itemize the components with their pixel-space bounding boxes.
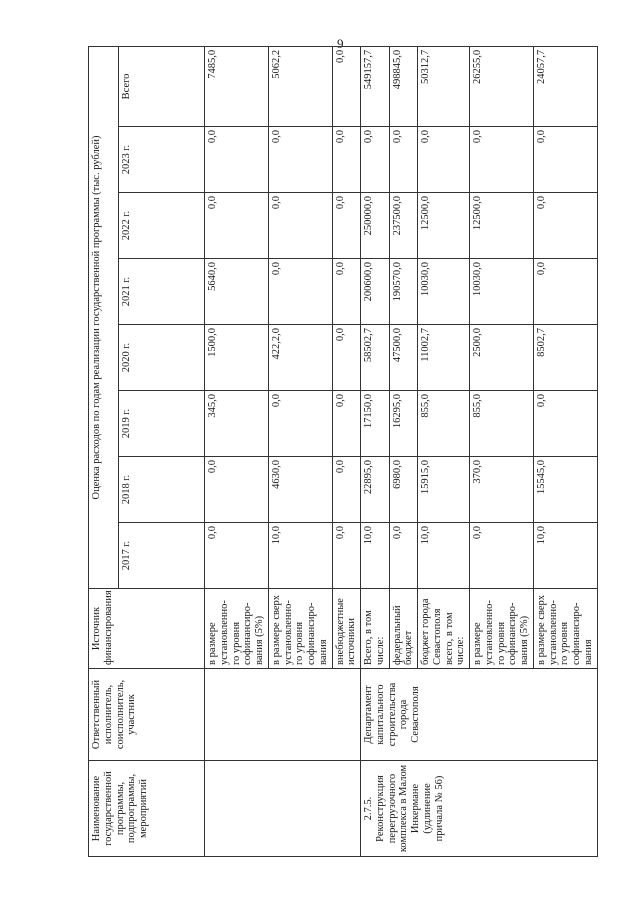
header-year: 2020 г.	[119, 325, 205, 391]
source-cell: бюджет города Севастополя всего, в том числе:	[418, 589, 470, 669]
value-cell: 6980,0	[389, 457, 418, 523]
total-cell: 0,0	[332, 46, 361, 126]
value-cell: 15545,0	[533, 457, 597, 523]
source-cell: внебюджетные источники	[332, 589, 361, 669]
value-cell: 0,0	[205, 193, 269, 259]
value-cell: 0,0	[205, 523, 269, 589]
value-cell: 17150,0	[361, 391, 390, 457]
value-cell: 8502,7	[533, 325, 597, 391]
value-cell: 0,0	[389, 523, 418, 589]
value-cell: 12500,0	[418, 193, 470, 259]
value-cell: 0,0	[470, 523, 534, 589]
value-cell: 5640,0	[205, 259, 269, 325]
value-cell: 47500,0	[389, 325, 418, 391]
table-row	[361, 46, 390, 856]
value-cell: 0,0	[361, 127, 390, 193]
value-cell: 10030,0	[470, 259, 534, 325]
total-cell: 549157,7	[361, 46, 390, 126]
header-total: Всего	[119, 46, 205, 126]
name-cell-empty	[205, 761, 361, 857]
source-cell: федеральный бюджет	[389, 589, 418, 669]
value-cell: 58502,7	[361, 325, 390, 391]
header-year: 2022 г.	[119, 193, 205, 259]
value-cell: 22895,0	[361, 457, 390, 523]
page-number: 9	[337, 36, 344, 51]
value-cell: 0,0	[470, 127, 534, 193]
value-cell: 10,0	[418, 523, 470, 589]
value-cell: 345,0	[205, 391, 269, 457]
value-cell: 0,0	[332, 325, 361, 391]
value-cell: 0,0	[268, 127, 332, 193]
table-row	[205, 46, 269, 856]
header-source: Источник финансирования	[89, 589, 205, 669]
value-cell: 10,0	[361, 523, 390, 589]
header-name: Наименование государственной программы, подпрограммы, мероприятий	[89, 761, 205, 857]
value-cell: 0,0	[533, 391, 597, 457]
executor-cell-empty	[205, 669, 361, 761]
source-cell: Всего, в том числе:	[361, 589, 390, 669]
value-cell: 0,0	[332, 193, 361, 259]
budget-table	[88, 46, 598, 857]
source-cell: в размере сверх установленно-го уровня софинансиро-вания	[533, 589, 597, 669]
value-cell: 10030,0	[418, 259, 470, 325]
value-cell: 16295,0	[389, 391, 418, 457]
value-cell: 0,0	[389, 127, 418, 193]
source-cell: в размере сверх установленно-го уровня софинансиро-вания	[268, 589, 332, 669]
total-cell: 5062,2	[268, 46, 332, 126]
value-cell: 12500,0	[470, 193, 534, 259]
header-estimate: Оценка расходов по годам реализации государственной программы (тыс. рублей)	[89, 46, 119, 588]
value-cell: 0,0	[418, 127, 470, 193]
value-cell: 0,0	[268, 193, 332, 259]
rotated-table-container	[88, 49, 594, 857]
value-cell: 0,0	[205, 457, 269, 523]
value-cell: 250000,0	[361, 193, 390, 259]
value-cell: 4630,0	[268, 457, 332, 523]
header-row-1	[89, 46, 119, 856]
value-cell: 10,0	[268, 523, 332, 589]
item-name-cell: 2.7.5. Реконструкция перегрузочного комплекса в Малом Инкермане (удлинение причала № 56)	[361, 761, 598, 857]
total-cell: 498845,0	[389, 46, 418, 126]
total-cell: 26255,0	[470, 46, 534, 126]
header-year: 2019 г.	[119, 391, 205, 457]
total-cell: 24057,7	[533, 46, 597, 126]
value-cell: 0,0	[533, 193, 597, 259]
value-cell: 0,0	[205, 127, 269, 193]
value-cell: 0,0	[332, 259, 361, 325]
value-cell: 10,0	[533, 523, 597, 589]
item-executor-cell: Департамент капитального строительства города Севастополя	[361, 669, 598, 761]
header-executor: Ответственный исполнитель, соисполнитель, участник	[89, 669, 205, 761]
value-cell: 0,0	[332, 391, 361, 457]
value-cell: 11002,7	[418, 325, 470, 391]
value-cell: 15915,0	[418, 457, 470, 523]
value-cell: 0,0	[332, 127, 361, 193]
value-cell: 2500,0	[470, 325, 534, 391]
header-year: 2017 г.	[119, 523, 205, 589]
total-cell: 50312,7	[418, 46, 470, 126]
value-cell: 855,0	[418, 391, 470, 457]
value-cell: 1500,0	[205, 325, 269, 391]
value-cell: 0,0	[332, 523, 361, 589]
value-cell: 190570,0	[389, 259, 418, 325]
header-year: 2021 г.	[119, 259, 205, 325]
value-cell: 200600,0	[361, 259, 390, 325]
value-cell: 422,2,0	[268, 325, 332, 391]
value-cell: 370,0	[470, 457, 534, 523]
value-cell: 0,0	[332, 457, 361, 523]
value-cell: 0,0	[268, 391, 332, 457]
total-cell: 7485,0	[205, 46, 269, 126]
value-cell: 0,0	[268, 259, 332, 325]
value-cell: 0,0	[533, 259, 597, 325]
value-cell: 855,0	[470, 391, 534, 457]
value-cell: 0,0	[533, 127, 597, 193]
value-cell: 237500,0	[389, 193, 418, 259]
source-cell: в размере установленно-го уровня софинансиро-вания (5%)	[470, 589, 534, 669]
header-year: 2023 г.	[119, 127, 205, 193]
header-year: 2018 г.	[119, 457, 205, 523]
source-cell: в размере установленно-го уровня софинансиро-вания (5%)	[205, 589, 269, 669]
